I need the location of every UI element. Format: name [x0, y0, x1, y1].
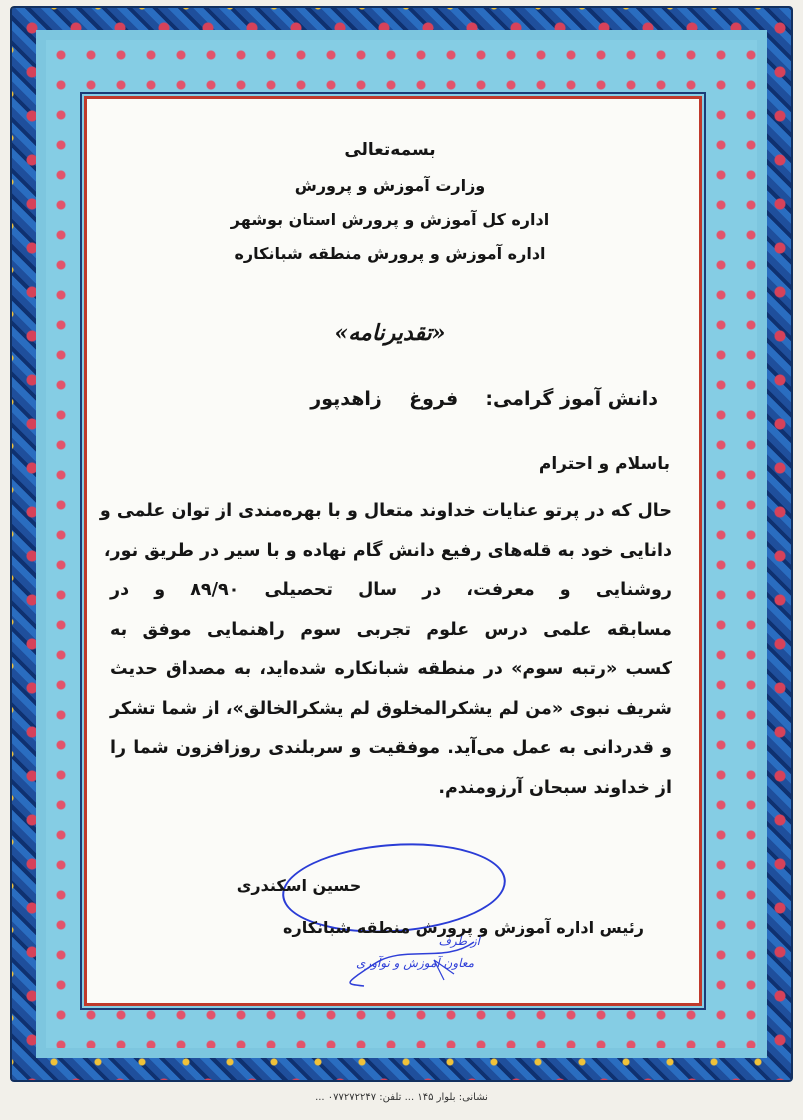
body-text	[99, 492, 672, 808]
rank-text: «رتبه سوم»	[511, 659, 618, 679]
line4-post: موفق به	[110, 619, 207, 640]
recipient-last-name: زاهدپور	[310, 388, 382, 410]
body-line: و قدردانی به عمل می‌آید. موفقیت و سربلندی روزافزون شما را	[110, 738, 672, 758]
body-line	[110, 650, 672, 690]
signatory-name: حسین اسکندری	[236, 876, 362, 895]
recipient-label: دانش آموز گرامی:	[485, 388, 658, 410]
basmala: بسمه‌تعالی	[344, 140, 436, 160]
body-line	[110, 611, 672, 651]
stamp-deputy: معاون آموزش و نوآوری	[356, 956, 474, 970]
certificate-content	[84, 96, 696, 1000]
recipient-line	[310, 388, 658, 410]
body-line: روشنایی و معرفت، در سال تحصیلی ۸۹/۹۰ و در	[110, 580, 672, 600]
certificate-title: «تقدیرنامه»	[334, 320, 446, 346]
body-line: حال که در پرتو عنایات خداوند متعال و با بهره‌مندی از توان علمی و	[99, 501, 672, 521]
greeting: باسلام و احترام	[538, 454, 670, 474]
stamp-on-behalf: از طرف	[438, 934, 480, 948]
footer-address: نشانی: بلوار ۱۴۵ ... تلفن: ۰۷۷۲۷۲۲۴۷ ...	[315, 1092, 488, 1103]
deputy-stamp	[334, 934, 484, 994]
signatory-title: رئیس اداره آموزش و پرورش منطقه شبانکاره	[283, 918, 644, 937]
line4-pre: مسابقه علمی	[527, 619, 672, 640]
ministry-heading: وزارت آموزش و پرورش	[294, 176, 486, 195]
recipient-first-name: فروغ	[409, 388, 459, 410]
line5-post: در منطقه شبانکاره شده‌اید، به مصداق حدیث	[110, 659, 512, 679]
line5-pre: کسب	[617, 659, 672, 679]
general-office-heading: اداره کل آموزش و پرورش استان بوشهر	[230, 210, 550, 229]
body-line: دانایی خود به قله‌های رفیع دانش گام نهاده و با سیر در طریق نور،	[103, 540, 672, 561]
subject-text: درس علوم تجربی سوم راهنمایی	[206, 619, 528, 640]
body-line: شریف نبوی «من لم یشکرالمخلوق لم یشکرالخالق»، از شما تشکر	[110, 698, 672, 719]
body-line: از خداوند سبحان آرزومندم.	[438, 777, 672, 798]
regional-office-heading: اداره آموزش و پرورش منطقه شبانکاره	[234, 244, 546, 263]
